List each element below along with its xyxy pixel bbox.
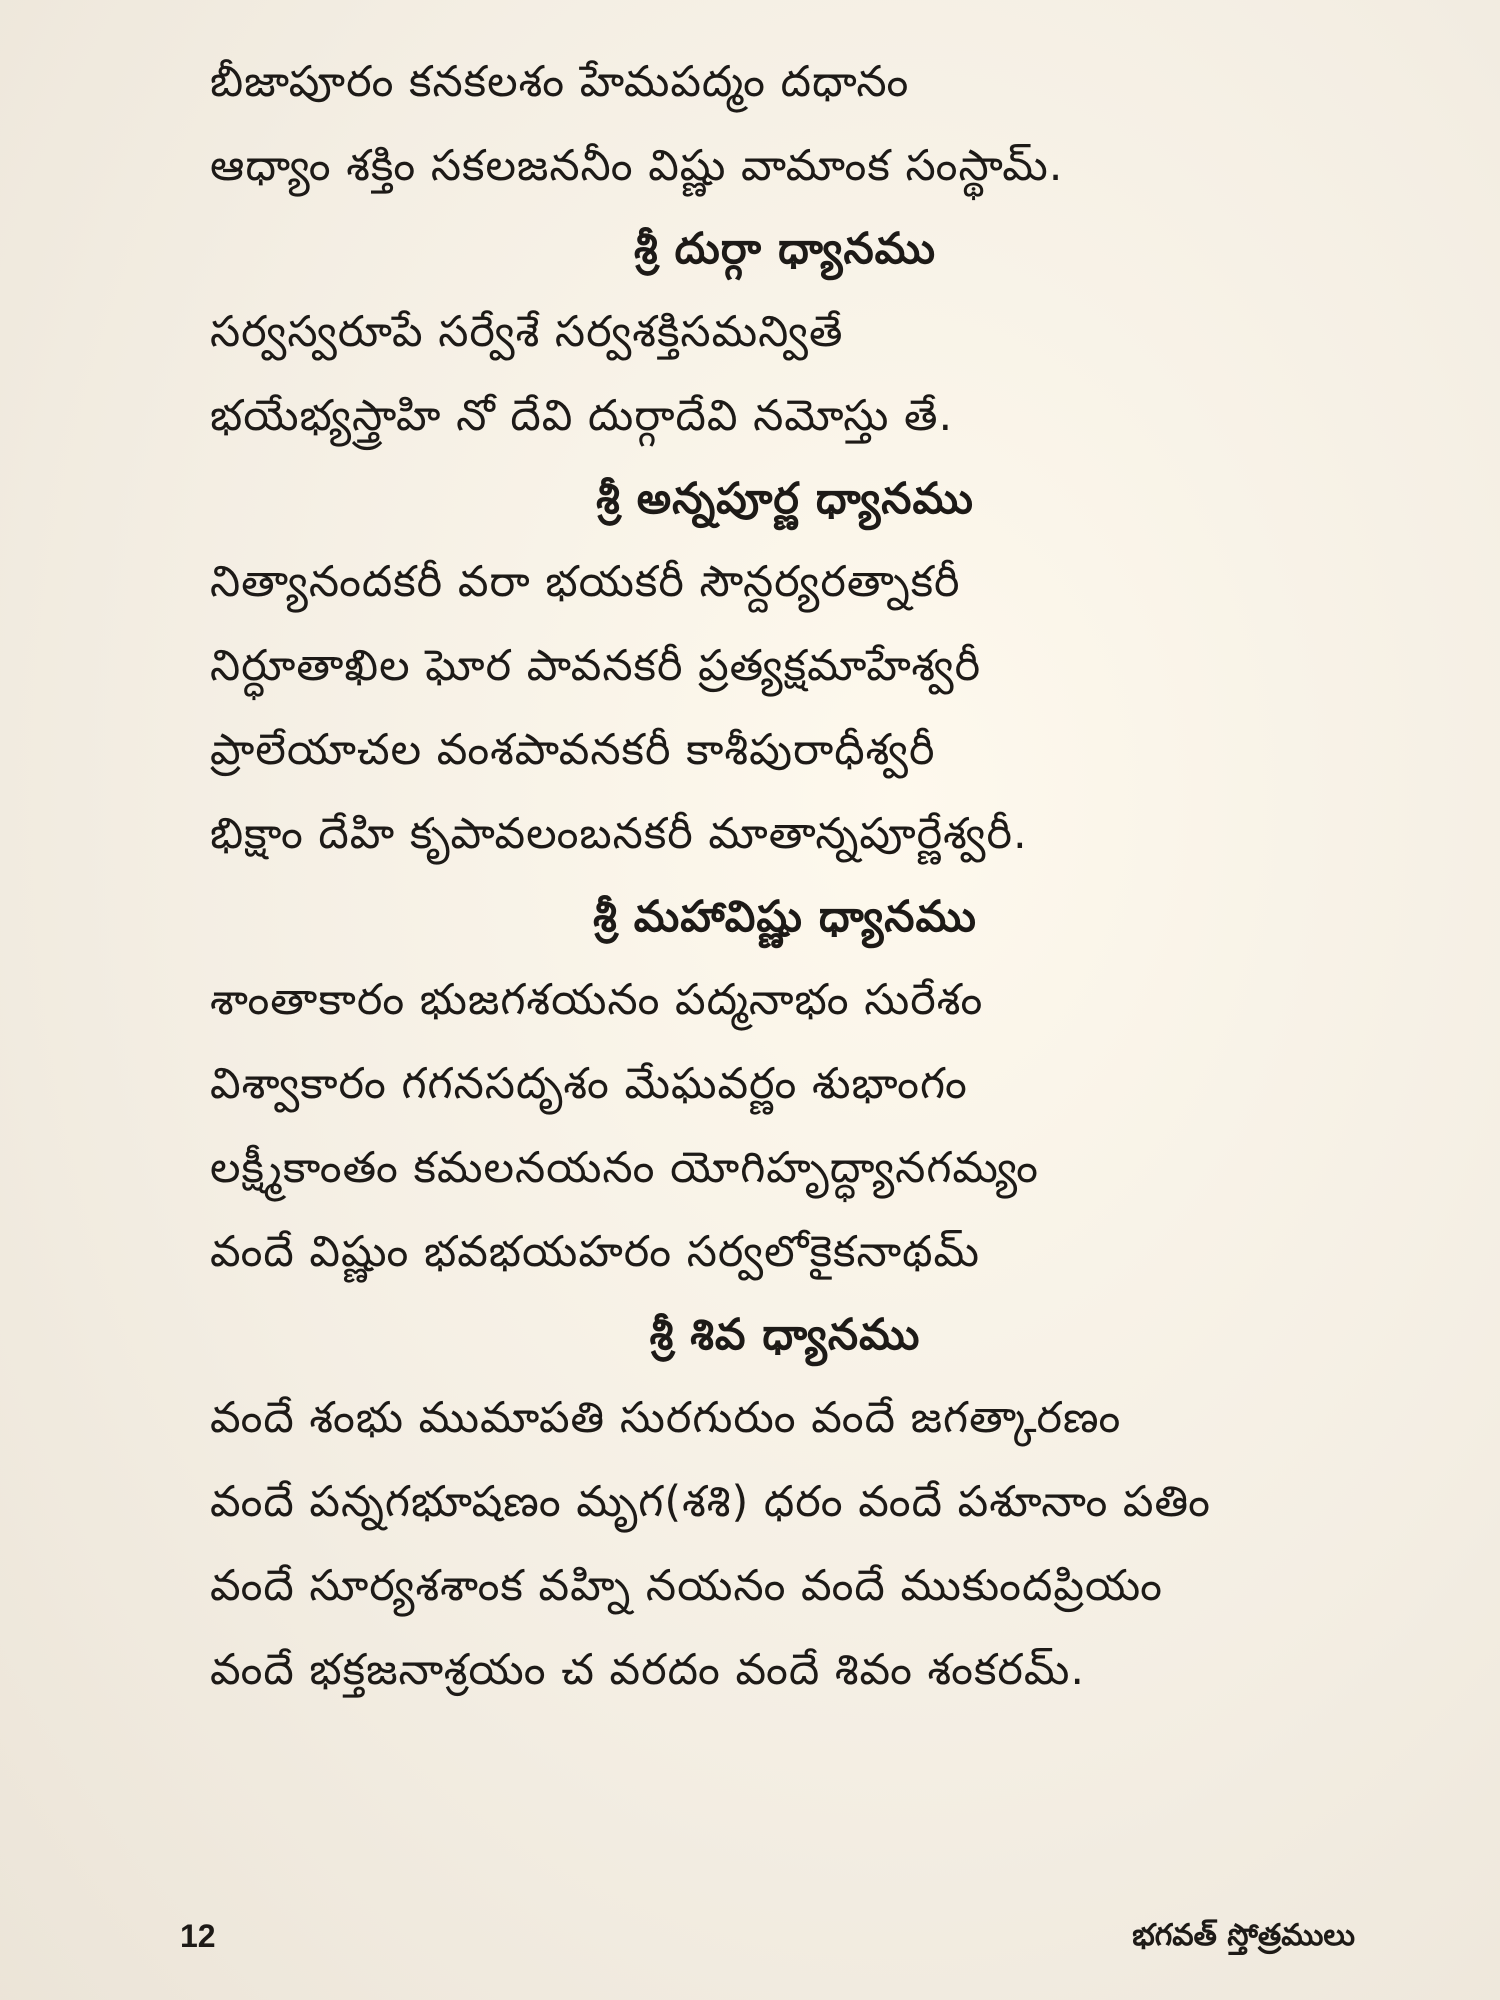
verse-line: వందే పన్నగభూషణం మృగ(శశి) ధరం వందే పశూనాం పతిం: [210, 1477, 1211, 1527]
verse-line: విశ్వాకారం గగనసదృశం మేఘవర్ణం శుభాంగం: [210, 1059, 968, 1109]
verse-line: భిక్షాం దేహి కృపావలంబనకరీ మాతాన్నపూర్ణేశ్వరీ.: [210, 809, 1028, 859]
verse-line: నిర్ధూతాఖిల ఘోర పావనకరీ ప్రత్యక్షమాహేశ్వరీ: [210, 641, 982, 691]
verse-line: లక్ష్మీకాంతం కమలనయనం యోగిహృద్ధ్యానగమ్యం: [210, 1143, 1039, 1193]
verse-line: వందే శంభు ముమాపతి సురగురుం వందే జగత్కారణం: [210, 1393, 1122, 1443]
page-number: 12: [180, 1918, 216, 1954]
section-durga: [210, 208, 1390, 458]
verse-line: వందే భక్తజనాశ్రయం చ వరదం వందే శివం శంకరమ్.: [210, 1645, 1086, 1695]
section-mahavishnu: [210, 876, 1390, 1294]
page-content: [210, 40, 1390, 1712]
verse-line: వందే సూర్యశశాంక వహ్ని నయనం వందే ముకుందప్రియం: [210, 1561, 1163, 1611]
verse-line: ప్రాలేయాచల వంశపావనకరీ కాశీపురాధీశ్వరీ: [210, 725, 936, 775]
section-heading: శ్రీ మహావిష్ణు ధ్యానము: [593, 892, 977, 942]
verse-line: శాంతాకారం భుజగశయనం పద్మనాభం సురేశం: [210, 975, 984, 1025]
page-footer: [180, 1918, 1355, 1968]
section-annapurna: [210, 458, 1390, 876]
section-heading: శ్రీ శివ ధ్యానము: [649, 1310, 921, 1360]
section-lakshmi-verse: [210, 40, 1390, 208]
section-shiva: [210, 1294, 1390, 1712]
verse-line: సర్వస్వరూపే సర్వేశే సర్వశక్తిసమన్వితే: [210, 307, 844, 357]
section-heading: శ్రీ దుర్గా ధ్యానము: [633, 224, 937, 274]
book-title: భగవత్ స్తోత్రములు: [1132, 1918, 1355, 1953]
verse-line: వందే విష్ణుం భవభయహరం సర్వలోకైకనాథమ్: [210, 1227, 980, 1277]
section-heading: శ్రీ అన్నపూర్ణ ధ్యానము: [596, 474, 974, 524]
verse-line: బీజాపూరం కనకలశం హేమపద్మం దధానం: [210, 57, 910, 107]
verse-line: నిత్యానందకరీ వరా భయకరీ సౌన్దర్యరత్నాకరీ: [210, 557, 961, 607]
verse-line: భయేభ్యస్త్రాహి నో దేవి దుర్గాదేవి నమోస్తు తే.: [210, 391, 954, 441]
verse-line: ఆధ్యాం శక్తిం సకలజననీం విష్ణు వామాంక సంస్థామ్.: [210, 141, 1064, 191]
